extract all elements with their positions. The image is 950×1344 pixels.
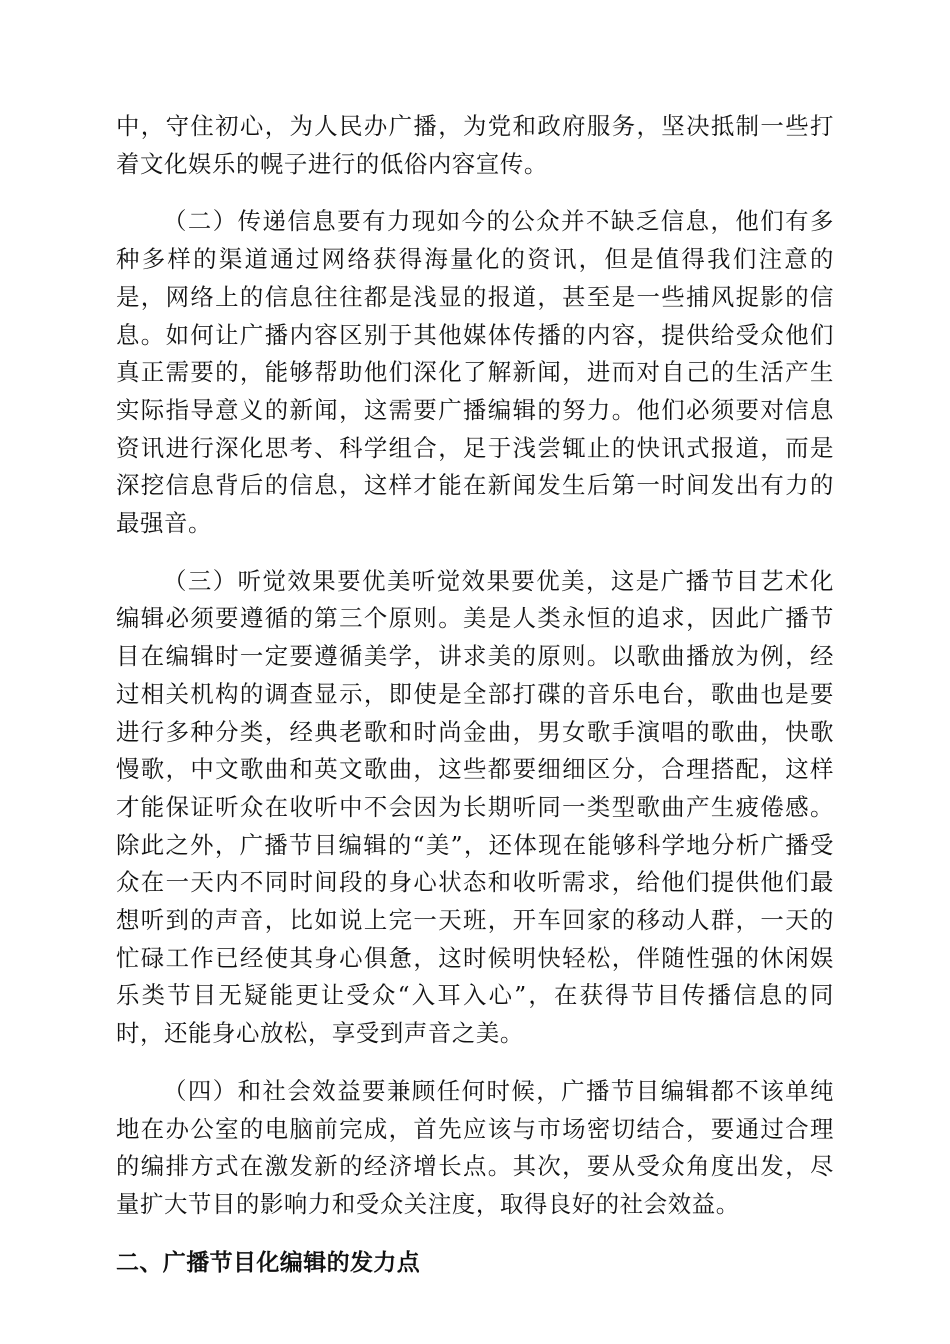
paragraph-section-2: （二）传递信息要有力现如今的公众并不缺乏信息，他们有多种多样的渠道通过网络获得海量化的资讯，但是值得我们注意的是，网络上的信息往往都是浅显的报道，甚至是一些捕风捉影的信息。如何让广播内容区别于其他媒体传播的内容，提供给受众他们真正需要的，能够帮助他们深化了解新闻，进而对自己的生活产生实际指导意义的新闻，这需要广播编辑的努力。他们必须要对信息资讯进行深化思考、科学组合，足于浅尝辄止的快讯式报道，而是深挖信息背后的信息，这样才能在新闻发生后第一时间发出有力的最强音。 — [116, 207, 834, 538]
paragraph-section-4: （四）和社会效益要兼顾任何时候，广播节目编辑都不该单纯地在办公室的电脑前完成，首先应该与市场密切结合，要通过合理的编排方式在激发新的经济增长点。其次，要从受众角度出发，尽量扩大节目的影响力和受众关注度，取得良好的社会效益。 — [116, 1076, 834, 1218]
document-body — [116, 108, 834, 1282]
paragraph-section-3: （三）听觉效果要优美听觉效果要优美，这是广播节目艺术化编辑必须要遵循的第三个原则。美是人类永恒的追求，因此广播节目在编辑时一定要遵循美学，讲求美的原则。以歌曲播放为例，经过相关机构的调查显示，即使是全部打碟的音乐电台，歌曲也是要进行多种分类，经典老歌和时尚金曲，男女歌手演唱的歌曲，快歌慢歌，中文歌曲和英文歌曲，这些都要细细区分，合理搭配，这样才能保证听众在收听中不会因为长期听同一类型歌曲产生疲倦感。除此之外，广播节目编辑的“美”，还体现在能够科学地分析广播受众在一天内不同时间段的身心状态和收听需求，给他们提供他们最想听到的声音，比如说上完一天班，开车回家的移动人群，一天的忙碌工作已经使其身心俱惫，这时候明快轻松，伴随性强的休闲娱乐类节目无疑能更让受众“入耳入心”，在获得节目传播信息的同时，还能身心放松，享受到声音之美。 — [116, 566, 834, 1048]
section-heading: 二、广播节目化编辑的发力点 — [116, 1249, 421, 1276]
paragraph-continuation: 中，守住初心，为人民办广播，为党和政府服务，坚决抵制一些打着文化娱乐的幌子进行的低俗内容宣传。 — [116, 112, 834, 178]
